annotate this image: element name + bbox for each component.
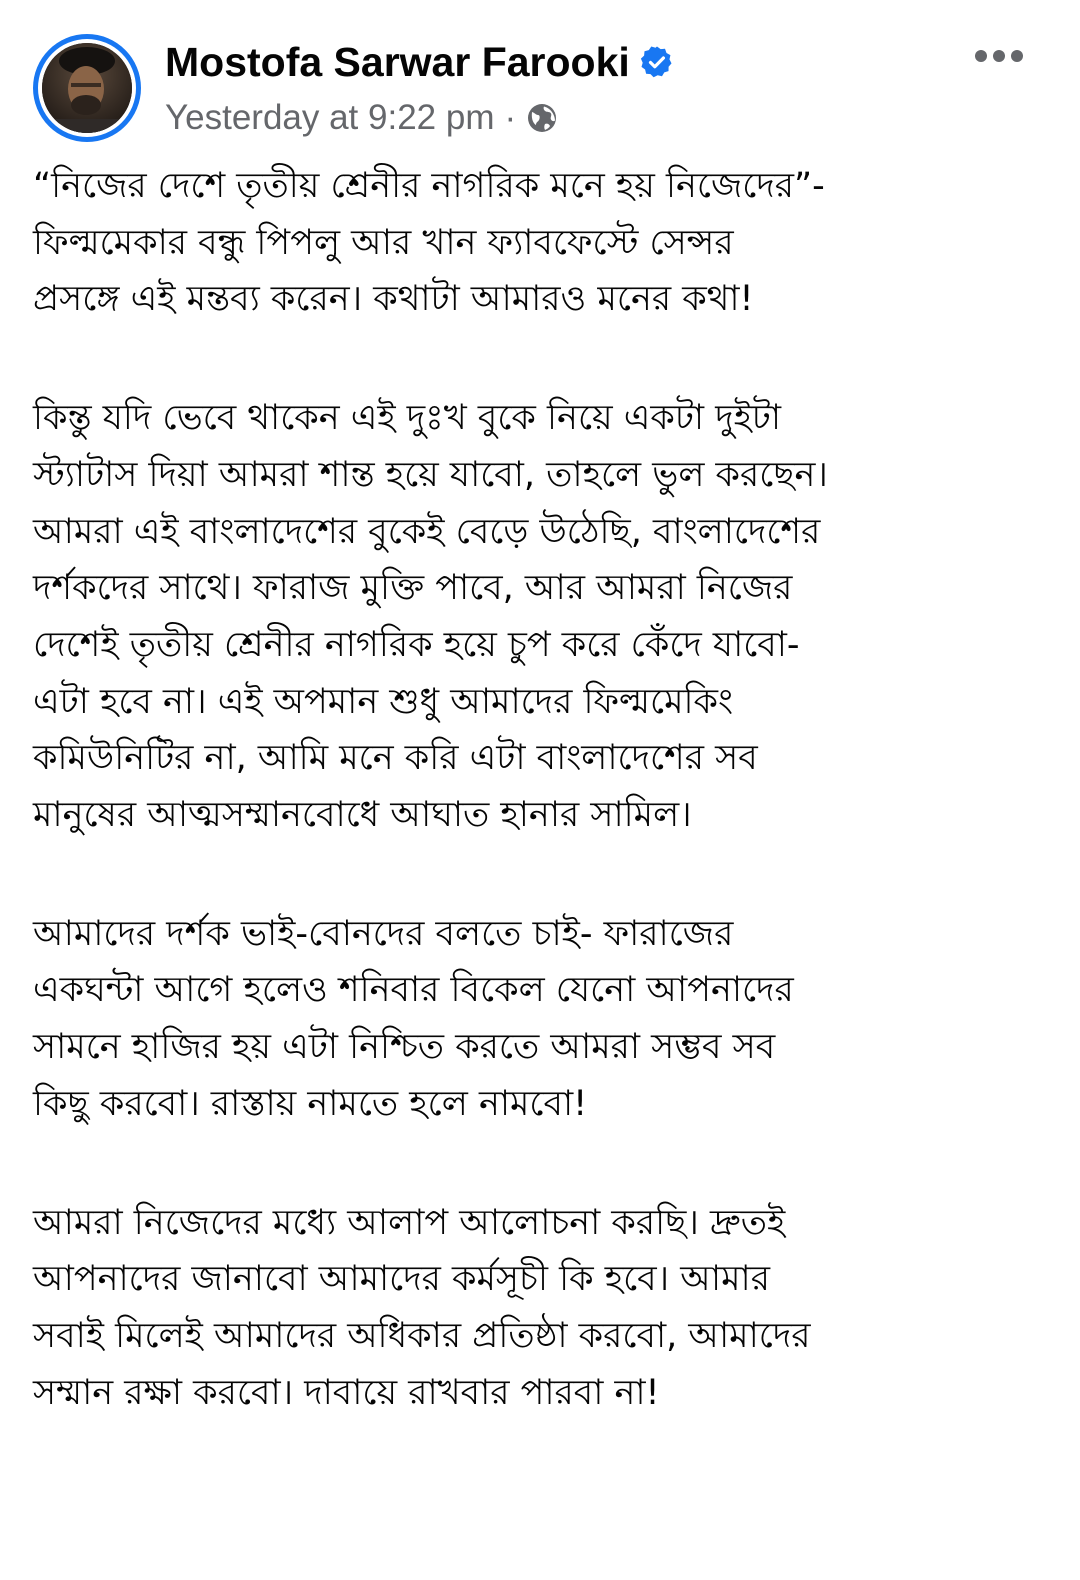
author-name[interactable]: Mostofa Sarwar Farooki bbox=[165, 39, 630, 85]
post-line: স্ট্যাটাস দিয়া আমরা শান্ত হয়ে যাবো, তাহলে ভুল করছেন। bbox=[33, 454, 828, 495]
post-timestamp[interactable]: Yesterday at 9:22 pm bbox=[165, 98, 495, 137]
verified-badge-icon bbox=[640, 45, 674, 79]
globe-icon[interactable] bbox=[526, 102, 558, 134]
post-line: এটা হবে না। এই অপমান শুধু আমাদের ফিল্মমেকিং bbox=[33, 681, 734, 722]
post-text bbox=[33, 158, 1043, 1483]
post-paragraph bbox=[33, 158, 1043, 328]
post-header bbox=[0, 0, 1080, 150]
profile-photo-icon bbox=[42, 43, 132, 133]
post-paragraph bbox=[33, 906, 1043, 1133]
more-options-button[interactable] bbox=[968, 36, 1030, 76]
post-line: দেশেই তৃতীয় শ্রেনীর নাগরিক হয়ে চুপ করে কেঁদে যাবো- bbox=[33, 624, 800, 665]
post-line: কিছু করবো। রাস্তায় নামতে হলে নামবো! bbox=[33, 1083, 588, 1124]
post-line: একঘন্টা আগে হলেও শনিবার বিকেল যেনো আপনাদের bbox=[33, 970, 794, 1011]
post-line: “নিজের দেশে তৃতীয় শ্রেনীর নাগরিক মনে হয় নিজেদের”- bbox=[33, 166, 825, 206]
more-horizontal-icon bbox=[974, 49, 1024, 63]
post-line: আমরা নিজেদের মধ্যে আলাপ আলোচনা করছি। দ্রুতই bbox=[33, 1202, 786, 1243]
post-paragraph bbox=[33, 390, 1043, 844]
post-line: আমাদের দর্শক ভাই-বোনদের বলতে চাই- ফারাজের bbox=[33, 913, 734, 954]
post-line: সম্মান রক্ষা করবো। দাবায়ে রাখবার পারবা না! bbox=[33, 1372, 660, 1413]
post-line: ফিল্মমেকার বন্ধু পিপলু আর খান ফ্যাবফেস্টে সেন্সর bbox=[33, 222, 734, 263]
post-line: প্রসঙ্গে এই মন্তব্য করেন। কথাটা আমারও মনের কথা! bbox=[33, 279, 754, 320]
post-meta bbox=[165, 95, 558, 141]
avatar-photo bbox=[42, 43, 132, 133]
post-line: কমিউনিটির না, আমি মনে করি এটা বাংলাদেশের সব bbox=[33, 738, 758, 779]
post-line: সামনে হাজির হয় এটা নিশ্চিত করতে আমরা সম্ভব সব bbox=[33, 1027, 776, 1068]
post-paragraph bbox=[33, 1195, 1043, 1422]
avatar-story-ring-gap bbox=[38, 39, 136, 137]
post-line: আমরা এই বাংলাদেশের বুকেই বেড়ে উঠেছি, বাংলাদেশের bbox=[33, 511, 821, 552]
author-row bbox=[165, 36, 674, 88]
avatar[interactable] bbox=[33, 34, 141, 142]
post-line: সবাই মিলেই আমাদের অধিকার প্রতিষ্ঠা করবো, আমাদের bbox=[33, 1315, 811, 1356]
meta-separator: · bbox=[504, 98, 517, 137]
post-line: আপনাদের জানাবো আমাদের কর্মসূচী কি হবে। আমার bbox=[33, 1259, 770, 1300]
post-line: দর্শকদের সাথে। ফারাজ মুক্তি পাবে, আর আমরা নিজের bbox=[33, 568, 793, 609]
post-line: মানুষের আত্মসম্মানবোধে আঘাত হানার সামিল। bbox=[33, 795, 692, 836]
post-line: কিন্তু যদি ভেবে থাকেন এই দুঃখ বুকে নিয়ে একটা দুইটা bbox=[33, 398, 782, 439]
